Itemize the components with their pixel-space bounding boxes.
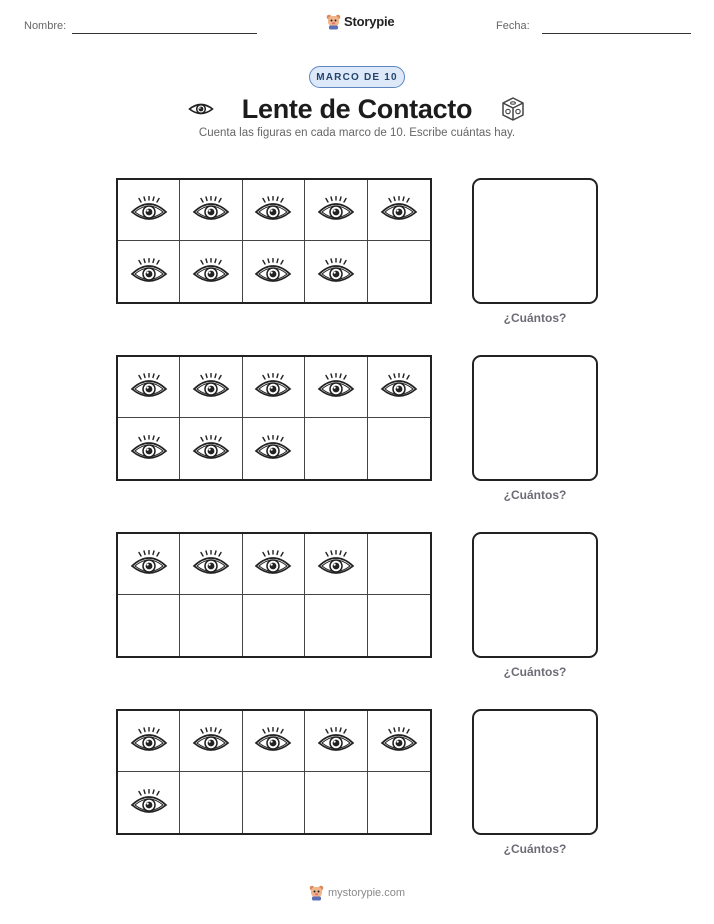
eye-icon <box>129 550 169 578</box>
eye-icon <box>253 727 293 755</box>
eye-icon <box>191 258 231 286</box>
frame-cell <box>368 418 430 479</box>
storypie-mascot-icon <box>309 884 324 901</box>
frame-cell <box>368 772 430 833</box>
frame-cell <box>118 772 180 833</box>
frame-cell <box>368 357 430 418</box>
eye-icon <box>129 435 169 463</box>
ten-frame-1 <box>116 178 432 304</box>
eye-icon <box>253 258 293 286</box>
eye-icon <box>316 550 356 578</box>
title-row <box>0 90 714 128</box>
answer-label: ¿Cuántos? <box>503 311 567 325</box>
ten-frame-2 <box>116 355 432 481</box>
frame-cell <box>305 357 367 418</box>
frame-cell <box>305 418 367 479</box>
eye-icon <box>129 373 169 401</box>
eye-icon <box>129 258 169 286</box>
eye-icon <box>129 789 169 817</box>
eye-icon <box>191 727 231 755</box>
eye-icon <box>379 373 419 401</box>
frame-cell <box>118 241 180 302</box>
frame-cell <box>243 711 305 772</box>
frame-cell <box>180 595 242 656</box>
footer <box>0 884 714 901</box>
frame-cell <box>243 534 305 595</box>
frame-cell <box>118 534 180 595</box>
frame-cell <box>305 241 367 302</box>
ten-frame-3 <box>116 532 432 658</box>
eye-icon <box>191 196 231 224</box>
eye-icon <box>379 727 419 755</box>
answer-label: ¿Cuántos? <box>503 488 567 502</box>
eye-icon <box>191 550 231 578</box>
instructions: Cuenta las figuras en cada marco de 10. Escribe cuántas hay. <box>198 127 516 139</box>
eye-icon <box>188 101 214 117</box>
name-label: Nombre: <box>24 20 67 32</box>
frame-cell <box>180 534 242 595</box>
frame-cell <box>118 418 180 479</box>
ten-frame-4 <box>116 709 432 835</box>
frame-cell <box>305 772 367 833</box>
frame-cell <box>180 418 242 479</box>
name-line[interactable] <box>72 33 257 34</box>
answer-label: ¿Cuántos? <box>503 842 567 856</box>
brand-logo <box>326 13 394 30</box>
frame-cell <box>368 711 430 772</box>
eye-icon <box>316 373 356 401</box>
storypie-mascot-icon <box>326 13 341 30</box>
footer-url: mystorypie.com <box>327 886 406 899</box>
frame-cell <box>368 595 430 656</box>
eye-icon <box>253 435 293 463</box>
frame-cell <box>180 241 242 302</box>
frame-cell <box>118 180 180 241</box>
frame-cell <box>243 418 305 479</box>
frame-cell <box>180 357 242 418</box>
eye-icon <box>253 373 293 401</box>
frame-cell <box>368 534 430 595</box>
date-label: Fecha: <box>496 20 530 32</box>
page-title: Lente de Contacto <box>241 93 473 124</box>
frame-cell <box>243 772 305 833</box>
frame-cell <box>118 711 180 772</box>
eye-icon <box>379 196 419 224</box>
frame-cell <box>180 711 242 772</box>
frame-cell <box>368 180 430 241</box>
answer-box-3[interactable] <box>472 532 598 658</box>
eye-icon <box>253 550 293 578</box>
frame-cell <box>118 357 180 418</box>
eye-icon <box>129 196 169 224</box>
frame-cell <box>243 595 305 656</box>
frame-cell <box>305 711 367 772</box>
frame-cell <box>305 180 367 241</box>
frame-cell <box>243 180 305 241</box>
frame-cell <box>305 595 367 656</box>
cube-icon <box>500 96 526 122</box>
eye-icon <box>316 258 356 286</box>
answer-box-1[interactable] <box>472 178 598 304</box>
frame-cell <box>180 180 242 241</box>
brand-name: Storypie <box>344 14 395 29</box>
category-badge: MARCO DE 10 <box>309 66 405 88</box>
eye-icon <box>253 196 293 224</box>
answer-box-4[interactable] <box>472 709 598 835</box>
eye-icon <box>316 727 356 755</box>
frame-cell <box>118 595 180 656</box>
eye-icon <box>316 196 356 224</box>
eye-icon <box>191 435 231 463</box>
frame-cell <box>305 534 367 595</box>
eye-icon <box>191 373 231 401</box>
frame-cell <box>180 772 242 833</box>
frame-cell <box>243 357 305 418</box>
frame-cell <box>243 241 305 302</box>
date-line[interactable] <box>542 33 691 34</box>
frame-cell <box>368 241 430 302</box>
answer-box-2[interactable] <box>472 355 598 481</box>
eye-icon <box>129 727 169 755</box>
answer-label: ¿Cuántos? <box>503 665 567 679</box>
